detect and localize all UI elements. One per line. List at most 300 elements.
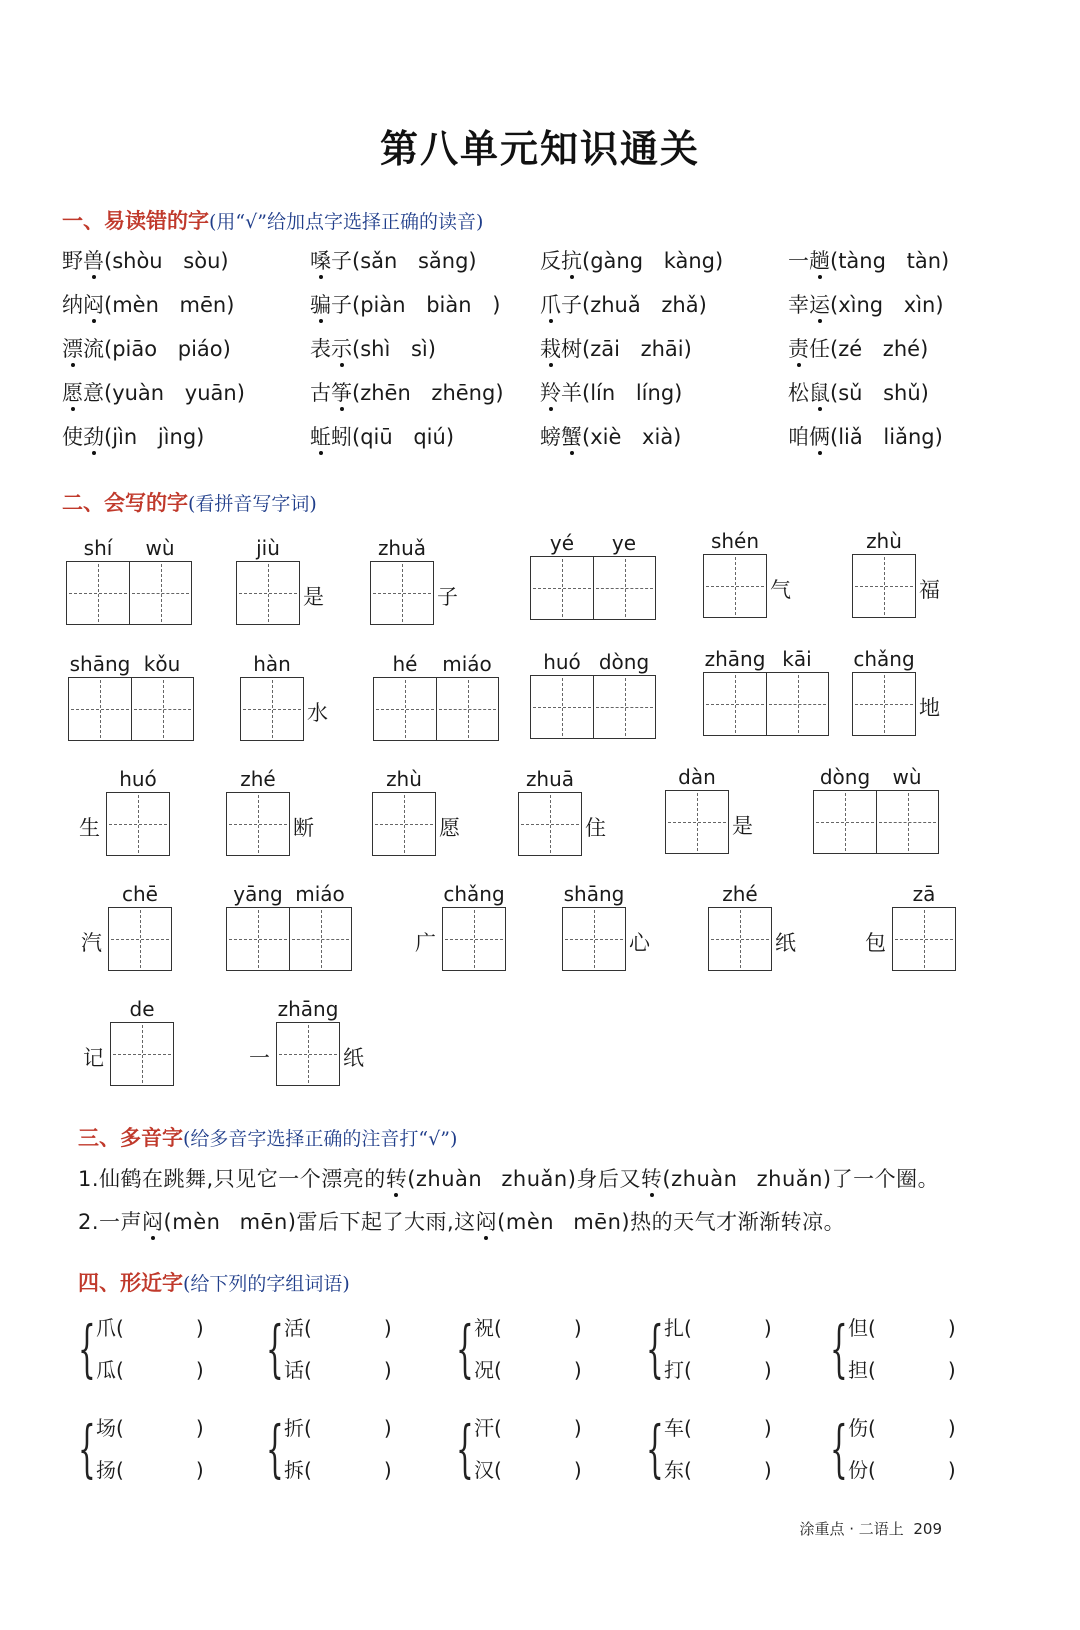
pinyin-label: miáo [295,882,345,906]
pinyin-row [373,651,499,677]
given-char: 气 [770,578,791,602]
similar-char: 况 [474,1358,494,1382]
pinyin-label: yāng [233,882,283,906]
word-char: 一 [788,249,809,273]
tianzige-box[interactable] [69,678,131,740]
blank-open: ( [304,1416,312,1440]
similar-char: 伤 [848,1416,868,1440]
word-blank-line[interactable] [96,1354,204,1383]
pinyin-options[interactable]: (xìng xìn) [830,293,944,317]
similar-char: 场 [96,1416,116,1440]
word-blank-line[interactable] [848,1454,956,1483]
word-char: 纳 [62,293,83,317]
word-char: 子 [561,293,582,317]
pinyin-options[interactable]: (qiū qiú) [352,425,455,449]
word-blank-line[interactable] [664,1412,772,1441]
word-blank-line[interactable] [474,1312,582,1341]
similar-char-pair [456,1410,586,1490]
write-item [703,528,794,618]
tianzige-box[interactable] [237,562,299,624]
similar-char: 瓜 [96,1358,116,1382]
write-item [530,530,656,620]
pinyin-label: dòng [598,650,650,674]
sentence-text: 热的天气才渐渐转凉。 [630,1210,846,1234]
given-char: 子 [437,585,458,609]
pinyin-options[interactable]: (lín líng) [582,381,683,405]
blank-close: ) [763,1458,772,1482]
dotted-char: 骗 [310,293,331,317]
dotted-char: 兽 [83,249,104,273]
brace-mark: { [646,1312,664,1385]
pinyin-row [813,764,939,790]
write-item [78,881,172,971]
tianzige-box[interactable] [436,678,498,740]
pinyin-options[interactable]: (piāo piáo) [104,337,231,361]
tianzige-boxes [530,556,656,620]
dotted-char: 责 [788,337,809,361]
sentence-text: 1.仙鹤在跳舞,只见它一个漂亮的 [78,1167,386,1191]
tianzige-boxes [852,672,916,736]
tianzige-boxes [373,677,499,741]
pinyin-row [78,881,172,907]
word-blank-line[interactable] [848,1354,956,1383]
blank-close: ) [763,1316,772,1340]
write-row [80,1022,174,1086]
dotted-char: 闷 [83,293,104,317]
pinyin-options[interactable]: (gàng kàng) [582,249,724,273]
similar-char: 折 [284,1416,304,1440]
word-char: 流 [83,337,104,361]
write-row [813,790,939,854]
tianzige-boxes [240,677,304,741]
pinyin-options[interactable]: (liǎ liǎng) [830,425,943,449]
tianzige-box[interactable] [227,908,289,970]
word-blank-line[interactable] [848,1412,956,1441]
tianzige-box[interactable] [666,791,728,853]
tianzige-box[interactable] [876,791,938,853]
word-blank-line[interactable] [96,1454,204,1483]
sentence-text: 身后又 [576,1167,641,1191]
pinyin-options[interactable]: (tàng tàn) [830,249,950,273]
tianzige-box[interactable] [109,908,171,970]
similar-char: 祝 [474,1316,494,1340]
pinyin-label: hàn [253,652,291,676]
section2-heading [62,487,317,517]
pinyin-options[interactable]: (zé zhé) [830,337,929,361]
write-item [66,535,192,625]
pinyin-row [76,766,170,792]
word-char: 咱 [788,425,809,449]
write-item [372,766,463,856]
pinyin-row [246,996,367,1022]
pinyin-options[interactable]: (sǔ shǔ) [830,381,929,405]
write-item [236,535,327,625]
word-blank-line[interactable] [664,1354,772,1383]
given-char: 断 [293,816,314,840]
similar-char-pair [646,1410,776,1490]
write-row [226,792,317,856]
pinyin-label: shí [83,536,113,560]
write-item [246,996,367,1086]
write-item [370,535,461,625]
pronunciation-item [310,333,540,365]
pinyin-options[interactable]: (yuàn yuān) [104,381,245,405]
pinyin-options[interactable]: (zhuǎ zhǎ) [582,293,707,317]
section3-instruction: (给多音字选择正确的注音打“√”) [183,1128,458,1150]
similar-char-pair [646,1310,776,1390]
brace-mark: { [266,1412,284,1485]
brace-mark: { [456,1412,474,1485]
word-blank-line[interactable] [664,1312,772,1341]
dotted-char: 栽 [540,337,561,361]
write-item [530,649,656,739]
blank-open: ( [868,1416,876,1440]
tianzige-box[interactable] [111,1023,173,1085]
write-row [372,792,463,856]
pinyin-label: shāng [69,652,131,676]
pinyin-row [236,535,327,561]
pinyin-label: jiù [256,536,280,560]
tianzige-boxes [562,907,626,971]
blank-close: ) [947,1316,956,1340]
tianzige-boxes [110,1022,174,1086]
blank-open: ( [684,1416,692,1440]
blank-close: ) [195,1316,204,1340]
word-blank-line[interactable] [284,1412,392,1441]
word-blank-line[interactable] [474,1454,582,1483]
pinyin-row [412,881,506,907]
pinyin-label: huó [119,767,157,791]
write-row [703,554,794,618]
tianzige-box[interactable] [853,673,915,735]
blank-open: ( [116,1316,124,1340]
tianzige-boxes [813,790,939,854]
write-item [665,764,756,854]
tianzige-box[interactable] [593,676,655,738]
pronunciation-item [540,245,788,277]
section3-title: 三、多音字 [78,1126,183,1150]
pinyin-options[interactable]: (jìn jìng) [104,425,205,449]
similar-char: 汗 [474,1416,494,1440]
pinyin-label: kāi [782,647,812,671]
pinyin-label: dòng [819,765,871,789]
write-item [852,528,943,618]
given-char: 汽 [81,931,102,955]
sentence-text: 了一个圈。 [831,1167,940,1191]
pronunciation-item [540,377,788,409]
given-char: 广 [415,931,436,955]
pinyin-label: zhù [866,529,902,553]
similar-char: 扎 [664,1316,684,1340]
tianzige-boxes [372,792,436,856]
word-blank-line[interactable] [474,1354,582,1383]
similar-char: 汉 [474,1458,494,1482]
pinyin-options[interactable]: (sǎn sǎng) [352,249,477,273]
pinyin-options[interactable]: (mèn mēn) [497,1210,631,1234]
blank-close: ) [195,1458,204,1482]
tianzige-box[interactable] [563,908,625,970]
write-row [530,556,656,620]
pinyin-label: hé [392,652,418,676]
blank-close: ) [573,1458,582,1482]
similar-char: 但 [848,1316,868,1340]
dotted-char: 鼠 [809,381,830,405]
tianzige-boxes [276,1022,340,1086]
write-row [708,907,799,971]
tianzige-box[interactable] [531,676,593,738]
blank-open: ( [116,1358,124,1382]
pinyin-row [708,881,799,907]
similar-char: 话 [284,1358,304,1382]
pinyin-label: zhù [386,767,422,791]
tianzige-box[interactable] [704,673,766,735]
brace-mark: { [646,1412,664,1485]
given-char: 是 [732,814,753,838]
tianzige-boxes [442,907,506,971]
similar-char: 东 [664,1458,684,1482]
pinyin-row [862,881,956,907]
pinyin-label: ye [611,531,637,555]
pinyin-options[interactable]: (shòu sòu) [104,249,229,273]
write-item [862,881,956,971]
tianzige-box[interactable] [131,678,193,740]
similar-char-pair [78,1410,208,1490]
blank-open: ( [494,1358,502,1382]
blank-open: ( [116,1458,124,1482]
word-char: 反 [540,249,561,273]
pronunciation-item [62,289,310,321]
given-char: 水 [307,701,328,725]
pinyin-options[interactable]: (zhēn zhēng) [352,381,504,405]
write-row [236,561,327,625]
tianzige-box[interactable] [853,555,915,617]
pinyin-options[interactable]: (piàn biàn ) [352,293,501,317]
given-char: 福 [919,578,940,602]
word-blank-line[interactable] [664,1454,772,1483]
pronunciation-item [310,245,540,277]
blank-close: ) [573,1358,582,1382]
tianzige-box[interactable] [371,562,433,624]
blank-open: ( [684,1358,692,1382]
similar-char: 爪 [96,1316,116,1340]
tianzige-boxes [892,907,956,971]
similar-char-pair [78,1310,208,1390]
brace-mark: { [830,1312,848,1385]
tianzige-box[interactable] [241,678,303,740]
word-blank-line[interactable] [848,1312,956,1341]
word-char: 树 [561,337,582,361]
word-blank-line[interactable] [474,1412,582,1441]
tianzige-box[interactable] [593,557,655,619]
similar-char-pair [266,1410,396,1490]
pronunciation-item [540,289,788,321]
write-row [370,561,461,625]
pinyin-label: huó [543,650,581,674]
word-char: 意 [83,381,104,405]
tianzige-box[interactable] [519,793,581,855]
page-number: 209 [913,1520,942,1538]
pinyin-label: zhāng [277,997,339,1021]
pronunciation-item [62,333,310,365]
write-item [226,766,317,856]
pronunciation-item [62,245,310,277]
pinyin-options[interactable]: (zhuàn zhuǎn) [662,1167,832,1191]
dotted-char: 劲 [83,425,104,449]
section4-title: 四、形近字 [78,1271,183,1295]
write-row [240,677,331,741]
word-blank-line[interactable] [284,1354,392,1383]
pinyin-options[interactable]: (xiè xià) [582,425,682,449]
pinyin-label: wù [145,536,175,560]
blank-open: ( [684,1458,692,1482]
tianzige-box[interactable] [814,791,876,853]
dotted-char: 愿 [62,381,83,405]
dotted-char: 羚 [540,381,561,405]
similar-char: 担 [848,1358,868,1382]
tianzige-boxes [226,907,352,971]
section1-heading [62,205,483,235]
blank-open: ( [304,1358,312,1382]
dotted-char: 俩 [809,425,830,449]
section2-instruction: (看拼音写字词) [188,493,317,515]
pinyin-options[interactable]: (zhuàn zhuǎn) [407,1167,577,1191]
tianzige-box[interactable] [67,562,129,624]
pinyin-row [703,646,829,672]
pronunciation-item [310,289,540,321]
similar-char-pair [830,1410,960,1490]
pinyin-row [703,528,794,554]
word-char: 幸 [788,293,809,317]
tianzige-boxes [66,561,192,625]
tianzige-box[interactable] [704,555,766,617]
write-row [66,561,192,625]
word-blank-line[interactable] [96,1412,204,1441]
dotted-char: 趟 [809,249,830,273]
blank-close: ) [383,1358,392,1382]
tianzige-box[interactable] [443,908,505,970]
pinyin-row [562,881,653,907]
dotted-char: 转 [640,1167,663,1191]
pronunciation-item [540,421,788,453]
given-char: 住 [585,816,606,840]
page-footer [800,1518,943,1539]
pinyin-options[interactable]: (mèn mēn) [163,1210,297,1234]
write-row [76,792,170,856]
section1-title: 一、易读错的字 [62,209,209,233]
section3-heading [78,1122,457,1152]
write-row [862,907,956,971]
write-row [530,675,656,739]
word-blank-line[interactable] [96,1312,204,1341]
write-row [78,907,172,971]
write-row [246,1022,367,1086]
blank-close: ) [573,1316,582,1340]
pinyin-row [518,766,609,792]
word-char: 羊 [561,381,582,405]
pronunciation-item [788,377,1018,409]
tianzige-boxes [708,907,772,971]
word-char: 任 [809,337,830,361]
tianzige-box[interactable] [374,678,436,740]
pinyin-options[interactable]: (zāi zhāi) [582,337,692,361]
word-blank-line[interactable] [284,1454,392,1483]
dotted-char: 运 [809,293,830,317]
write-item [80,996,174,1086]
tianzige-box[interactable] [107,793,169,855]
tianzige-box[interactable] [227,793,289,855]
pronunciation-item [310,421,540,453]
write-row [518,792,609,856]
blank-open: ( [868,1358,876,1382]
word-char: 古 [310,381,331,405]
dotted-char: 闷 [142,1210,164,1234]
blank-open: ( [494,1416,502,1440]
pronunciation-item [62,421,310,453]
write-item [703,646,829,736]
pinyin-label: chē [122,882,158,906]
section4-heading [78,1267,350,1297]
tianzige-box[interactable] [766,673,828,735]
word-char: 使 [62,425,83,449]
dotted-char: 筝 [331,381,352,405]
similar-char: 份 [848,1458,868,1482]
tianzige-box[interactable] [277,1023,339,1085]
tianzige-box[interactable] [129,562,191,624]
dotted-char: 闷 [475,1210,498,1234]
given-char: 愿 [439,816,460,840]
pinyin-row [66,535,192,561]
tianzige-box[interactable] [289,908,351,970]
given-char: 记 [83,1046,104,1070]
tianzige-box[interactable] [709,908,771,970]
pinyin-options[interactable]: (mèn mēn) [104,293,235,317]
write-item [412,881,506,971]
tianzige-boxes [530,675,656,739]
tianzige-box[interactable] [373,793,435,855]
tianzige-boxes [703,554,767,618]
write-item [240,651,331,741]
section2-title: 二、会写的字 [62,491,188,515]
write-item [562,881,653,971]
blank-close: ) [383,1416,392,1440]
tianzige-box[interactable] [893,908,955,970]
write-item [68,651,194,741]
word-blank-line[interactable] [284,1312,392,1341]
pinyin-row [372,766,463,792]
word-char: 松 [788,381,809,405]
write-row [68,677,194,741]
blank-open: ( [494,1458,502,1482]
blank-open: ( [868,1458,876,1482]
dotted-char: 蟹 [561,425,582,449]
given-char: 纸 [343,1046,364,1070]
book-name: 涂重点 · 二语上 [799,1520,904,1538]
pinyin-row [240,651,331,677]
blank-close: ) [383,1458,392,1482]
word-char: 螃 [540,425,561,449]
polyphone-sentence-1 [78,1163,939,1193]
similar-char: 打 [664,1358,684,1382]
pinyin-row [226,766,317,792]
blank-open: ( [868,1316,876,1340]
blank-open: ( [304,1316,312,1340]
pinyin-options[interactable]: (shì sì) [352,337,436,361]
tianzige-box[interactable] [531,557,593,619]
dotted-char: 嗓 [310,249,331,273]
pronunciation-item [310,377,540,409]
brace-mark: { [266,1312,284,1385]
pinyin-label: yé [549,531,575,555]
